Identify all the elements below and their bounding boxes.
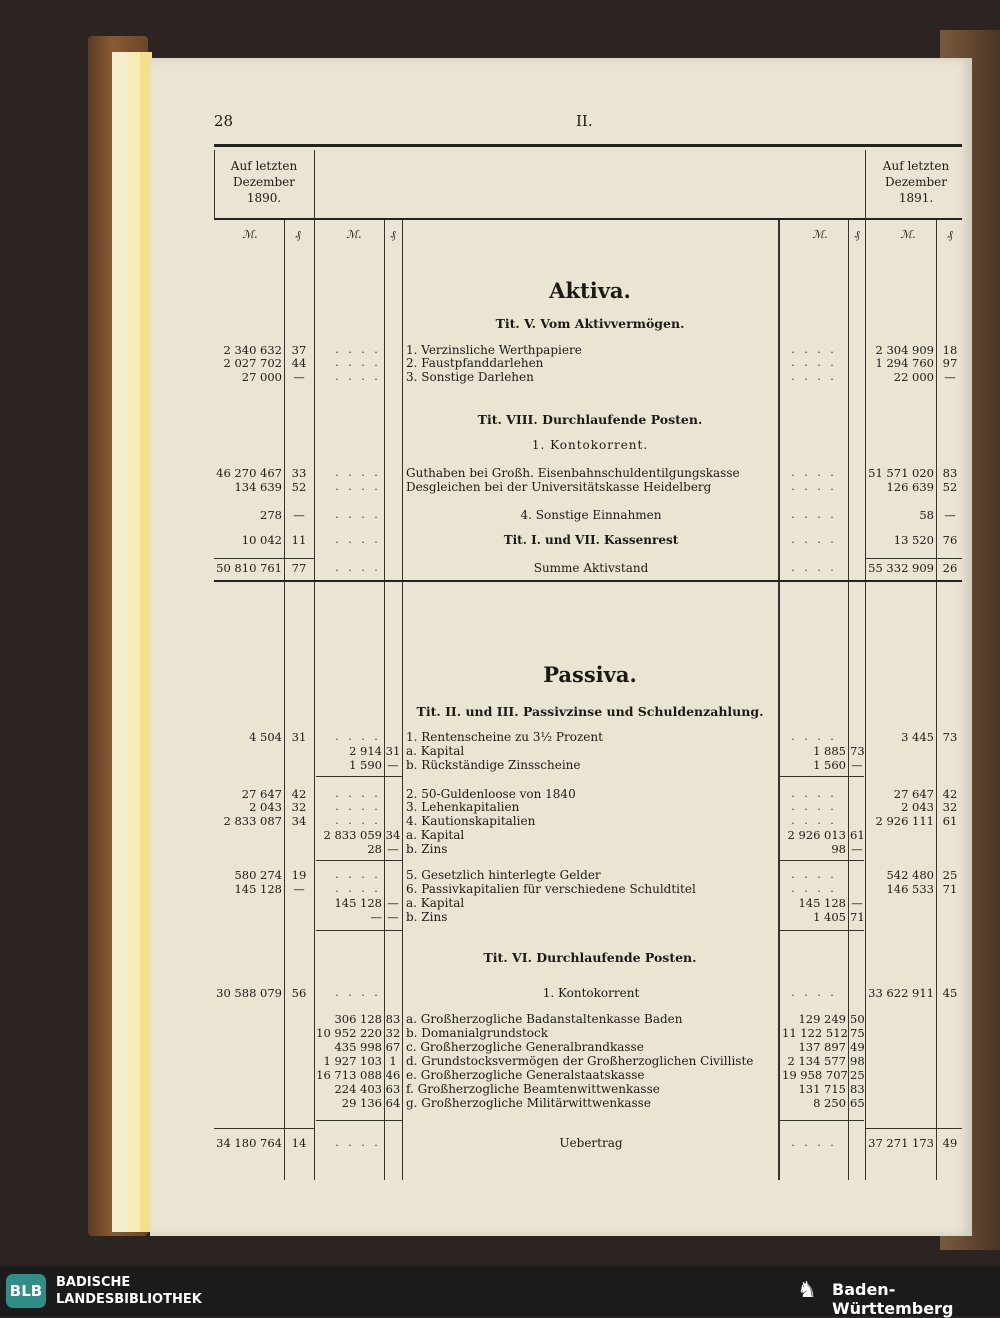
- entry-text: 4. Sonstige Einnahmen: [520, 508, 662, 522]
- entry-text: 5. Gesetzlich hinterlegte Gelder: [406, 868, 601, 882]
- right-sub-amount-mark: 11 122 512: [782, 1026, 848, 1040]
- column-header-rule: [214, 218, 962, 220]
- right-sub-amount-mark: 129 249: [798, 1012, 846, 1026]
- col-line: [778, 220, 780, 1180]
- entry-text: b. Zins: [406, 910, 448, 924]
- right-sub-amount-pf: 50: [850, 1012, 865, 1026]
- right-amount-mark: 542 480: [886, 868, 934, 882]
- right-amount-pf: 61: [942, 814, 958, 828]
- entry-text: e. Großherzogliche Generalstaatskasse: [406, 1068, 645, 1082]
- right-sub-amount-mark: 2 134 577: [787, 1054, 846, 1068]
- left-sub-amount-pf: 64: [385, 1096, 401, 1110]
- left-sub-amount-pf: 1: [389, 1054, 397, 1068]
- left-amount-pf: 33: [291, 466, 307, 480]
- unit-pf-left-sub: ₰: [390, 228, 396, 241]
- right-amount-mark: 126 639: [886, 480, 934, 494]
- sub-rule: [780, 860, 864, 861]
- left-sub-amount-mark: 145 128: [334, 896, 382, 910]
- sub-rule: [780, 776, 864, 777]
- page-number: 28: [214, 112, 234, 130]
- entry-text: Guthaben bei Großh. Eisenbahnschuldentilgungskasse: [406, 466, 740, 480]
- sub-rule: [316, 860, 402, 861]
- left-amount-mark: 4 504: [249, 730, 282, 744]
- right-amount-pf: 25: [942, 868, 958, 882]
- unit-pf-left: ₰: [295, 228, 301, 241]
- footer-bar: [0, 1266, 1000, 1316]
- unit-pf-right: ₰: [947, 228, 953, 241]
- col-line: [865, 150, 866, 1180]
- entry-text: 4. Kautionskapitalien: [406, 814, 536, 828]
- left-amount-pf: 19: [291, 868, 307, 882]
- leader-dots: . . . .: [791, 730, 837, 743]
- left-sub-amount-mark: —: [370, 910, 382, 924]
- right-amount-pf: —: [944, 508, 956, 522]
- leader-dots: . . . .: [335, 356, 381, 369]
- right-sub-amount-mark: 98: [831, 842, 846, 856]
- right-amount-pf: 52: [942, 480, 958, 494]
- entry-text: Desgleichen bei der Universitätskasse Heidelberg: [406, 480, 712, 494]
- left-sub-amount-mark: 16 713 088: [316, 1068, 382, 1082]
- unit-mark-left-sub: ℳ.: [346, 228, 362, 241]
- leader-dots: . . . .: [791, 480, 837, 493]
- passiva-tit6: Tit. VI. Durchlaufende Posten.: [483, 950, 697, 965]
- left-amount-mark: 30 588 079: [216, 986, 282, 1000]
- right-sub-amount-pf: 49: [850, 1040, 865, 1054]
- entry-text: a. Großherzogliche Badanstaltenkasse Baden: [406, 1012, 683, 1026]
- right-amount-pf: 49: [942, 1136, 958, 1150]
- leader-dots: . . . .: [335, 343, 381, 356]
- left-amount-pf: 32: [291, 800, 307, 814]
- left-sub-amount-pf: —: [387, 910, 399, 924]
- left-amount-mark: 50 810 761: [216, 561, 282, 575]
- leader-dots: . . . .: [791, 986, 837, 999]
- right-amount-mark: 2 926 111: [875, 814, 934, 828]
- right-sub-amount-mark: 131 715: [798, 1082, 846, 1096]
- right-amount-mark: 1 294 760: [875, 356, 934, 370]
- left-sub-amount-mark: 1 590: [349, 758, 382, 772]
- left-sub-amount-pf: 63: [385, 1082, 401, 1096]
- right-column-header: Auf letzten Dezember 1891.: [882, 159, 950, 205]
- passiva-title: Passiva.: [543, 662, 637, 687]
- left-amount-pf: 52: [291, 480, 307, 494]
- entry-text: a. Kapital: [406, 828, 465, 842]
- col-line: [402, 220, 403, 1180]
- right-amount-mark: 2 304 909: [875, 343, 934, 357]
- entry-text: 2. 50-Guldenloose von 1840: [406, 787, 576, 801]
- leader-dots: . . . .: [791, 561, 837, 574]
- blb-name-line1: BADISCHE: [56, 1275, 131, 1290]
- leader-dots: . . . .: [791, 787, 837, 800]
- left-column-header: Auf letzten Dezember 1890.: [230, 159, 298, 205]
- left-sub-amount-pf: —: [387, 896, 399, 910]
- sub-rule: [316, 776, 402, 777]
- document-page: [150, 58, 972, 1236]
- entry-text: d. Grundstocksvermögen der Großherzoglichen Civilliste: [406, 1054, 754, 1068]
- left-sub-amount-pf: 67: [385, 1040, 401, 1054]
- entry-text: g. Großherzogliche Militärwittwenkasse: [406, 1096, 651, 1110]
- left-sub-amount-mark: 10 952 220: [316, 1026, 382, 1040]
- left-amount-mark: 10 042: [241, 533, 282, 547]
- right-sub-amount-mark: 2 926 013: [787, 828, 846, 842]
- right-sub-amount-mark: 8 250: [813, 1096, 846, 1110]
- sum-rule-left: [214, 558, 314, 559]
- right-sub-amount-pf: 73: [850, 744, 865, 758]
- leader-dots: . . . .: [791, 814, 837, 827]
- right-amount-mark: 33 622 911: [868, 986, 934, 1000]
- right-sub-amount-pf: —: [851, 842, 863, 856]
- left-sub-amount-pf: 46: [385, 1068, 401, 1082]
- right-amount-pf: 45: [942, 986, 958, 1000]
- right-amount-pf: 18: [942, 343, 958, 357]
- entry-text: Uebertrag: [559, 1136, 623, 1150]
- left-amount-mark: 2 027 702: [223, 356, 282, 370]
- left-amount-mark: 27 000: [241, 370, 282, 384]
- right-sub-amount-mark: 137 897: [798, 1040, 846, 1054]
- left-amount-pf: —: [293, 508, 305, 522]
- left-amount-pf: 44: [291, 356, 307, 370]
- header-rule: [214, 144, 962, 147]
- leader-dots: . . . .: [335, 800, 381, 813]
- leader-dots: . . . .: [791, 868, 837, 881]
- left-amount-pf: 11: [291, 533, 307, 547]
- left-sub-amount-mark: 29 136: [341, 1096, 382, 1110]
- entry-text: 1. Rentenscheine zu 3½ Prozent: [406, 730, 603, 744]
- col-line: [214, 150, 215, 218]
- leader-dots: . . . .: [791, 343, 837, 356]
- right-amount-pf: —: [944, 370, 956, 384]
- leader-dots: . . . .: [335, 480, 381, 493]
- aktiva-tit5: Tit. V. Vom Aktivvermögen.: [495, 316, 685, 331]
- right-sub-amount-mark: 145 128: [798, 896, 846, 910]
- unit-mark-right-sub: ℳ.: [812, 228, 828, 241]
- leader-dots: . . . .: [335, 561, 381, 574]
- left-amount-mark: 34 180 764: [216, 1136, 282, 1150]
- right-amount-mark: 55 332 909: [868, 561, 934, 575]
- aktiva-kontokorrent: 1. Kontokorrent.: [531, 438, 649, 452]
- sub-rule: [780, 1120, 864, 1121]
- left-sub-amount-pf: 34: [385, 828, 401, 842]
- left-amount-mark: 2 043: [249, 800, 282, 814]
- col-line: [314, 150, 315, 1180]
- right-amount-mark: 51 571 020: [868, 466, 934, 480]
- right-sub-amount-pf: 83: [850, 1082, 865, 1096]
- left-sub-amount-mark: 2 914: [349, 744, 382, 758]
- left-amount-mark: 27 647: [241, 787, 282, 801]
- entry-text: 1. Verzinsliche Werthpapiere: [406, 343, 582, 357]
- left-amount-mark: 278: [260, 508, 282, 522]
- left-amount-pf: 34: [291, 814, 307, 828]
- leader-dots: . . . .: [791, 1136, 837, 1149]
- col-line: [284, 220, 285, 1180]
- left-sub-amount-mark: 1 927 103: [323, 1054, 382, 1068]
- aktiva-title: Aktiva.: [549, 278, 631, 303]
- left-amount-pf: 31: [291, 730, 307, 744]
- blb-name[interactable]: [56, 1274, 202, 1308]
- right-amount-mark: 146 533: [886, 882, 934, 896]
- unit-pf-right-sub: ₰: [854, 228, 860, 241]
- left-amount-pf: —: [293, 370, 305, 384]
- sum-rule-right: [866, 558, 962, 559]
- leader-dots: . . . .: [791, 533, 837, 546]
- left-amount-mark: 2 340 632: [223, 343, 282, 357]
- col-line: [936, 220, 937, 1180]
- entry-text: 3. Lehenkapitalien: [406, 800, 520, 814]
- leader-dots: . . . .: [335, 814, 381, 827]
- right-sub-amount-mark: 19 958 707: [782, 1068, 848, 1082]
- left-sub-amount-mark: 306 128: [334, 1012, 382, 1026]
- right-amount-pf: 76: [942, 533, 958, 547]
- right-sub-amount-pf: —: [851, 758, 863, 772]
- left-amount-mark: 2 833 087: [223, 814, 282, 828]
- right-amount-mark: 37 271 173: [868, 1136, 934, 1150]
- aktiva-end-rule: [214, 580, 962, 582]
- right-sub-amount-pf: 25: [850, 1068, 865, 1082]
- right-sub-amount-pf: 98: [850, 1054, 865, 1068]
- right-amount-pf: 26: [942, 561, 958, 575]
- left-sub-amount-pf: —: [387, 842, 399, 856]
- entry-text: b. Zins: [406, 842, 448, 856]
- right-sub-amount-mark: 1 405: [813, 910, 846, 924]
- left-amount-mark: 580 274: [234, 868, 282, 882]
- entry-text: b. Rückständige Zinsscheine: [406, 758, 581, 772]
- right-sub-amount-pf: —: [851, 896, 863, 910]
- right-sub-amount-pf: 75: [850, 1026, 865, 1040]
- entry-text: a. Kapital: [406, 744, 465, 758]
- blb-logo[interactable]: BLB: [6, 1274, 46, 1308]
- left-amount-pf: 37: [291, 343, 307, 357]
- left-amount-mark: 134 639: [234, 480, 282, 494]
- sub-rule: [316, 1120, 402, 1121]
- blb-name-line2: LANDESBIBLIOTHEK: [56, 1292, 202, 1307]
- entry-text: 2. Faustpfanddarlehen: [406, 356, 544, 370]
- right-amount-mark: 3 445: [901, 730, 934, 744]
- entry-text: b. Domanialgrundstock: [406, 1026, 549, 1040]
- entry-text: 1. Kontokorrent: [542, 986, 640, 1000]
- right-amount-mark: 2 043: [901, 800, 934, 814]
- leader-dots: . . . .: [335, 533, 381, 546]
- left-sub-amount-pf: 31: [385, 744, 401, 758]
- right-sub-amount-pf: 71: [850, 910, 865, 924]
- left-amount-pf: 42: [291, 787, 307, 801]
- left-amount-pf: 56: [291, 986, 307, 1000]
- right-amount-pf: 83: [942, 466, 958, 480]
- right-amount-pf: 97: [942, 356, 958, 370]
- entry-text: a. Kapital: [406, 896, 465, 910]
- left-sub-amount-pf: 32: [385, 1026, 401, 1040]
- unit-mark-right: ℳ.: [900, 228, 916, 241]
- leader-dots: . . . .: [335, 882, 381, 895]
- leader-dots: . . . .: [335, 986, 381, 999]
- passiva-tit23: Tit. II. und III. Passivzinse und Schuldenzahlung.: [416, 704, 764, 719]
- right-amount-pf: 73: [942, 730, 958, 744]
- leader-dots: . . . .: [335, 508, 381, 521]
- right-amount-mark: 58: [919, 508, 934, 522]
- left-amount-pf: —: [293, 882, 305, 896]
- unit-mark-left: ℳ.: [242, 228, 258, 241]
- sub-rule: [316, 930, 402, 931]
- baden-wuerttemberg-label[interactable]: Baden-Württemberg: [832, 1280, 954, 1318]
- entry-text: f. Großherzogliche Beamtenwittwenkasse: [406, 1082, 660, 1096]
- uebertrag-rule-right: [866, 1128, 962, 1129]
- left-amount-pf: 14: [291, 1136, 307, 1150]
- entry-text: 3. Sonstige Darlehen: [406, 370, 534, 384]
- entry-text: Summe Aktivstand: [533, 561, 649, 575]
- right-sub-amount-mark: 1 885: [813, 744, 846, 758]
- leader-dots: . . . .: [335, 868, 381, 881]
- uebertrag-rule-left: [214, 1128, 314, 1129]
- right-sub-amount-pf: 61: [850, 828, 865, 842]
- left-sub-amount-mark: 2 833 059: [323, 828, 382, 842]
- col-line: [848, 220, 849, 1180]
- aktiva-tit8: Tit. VIII. Durchlaufende Posten.: [477, 412, 703, 427]
- left-sub-amount-mark: 435 998: [334, 1040, 382, 1054]
- left-sub-amount-mark: 224 403: [334, 1082, 382, 1096]
- leader-dots: . . . .: [335, 1136, 381, 1149]
- left-amount-pf: 77: [291, 561, 307, 575]
- leader-dots: . . . .: [335, 370, 381, 383]
- right-sub-amount-pf: 65: [850, 1096, 865, 1110]
- right-amount-mark: 27 647: [893, 787, 934, 801]
- left-amount-mark: 46 270 467: [216, 466, 282, 480]
- right-amount-mark: 22 000: [893, 370, 934, 384]
- lions-coat-of-arms-icon: ♞: [797, 1278, 817, 1303]
- leader-dots: . . . .: [335, 787, 381, 800]
- left-amount-mark: 145 128: [234, 882, 282, 896]
- leader-dots: . . . .: [791, 356, 837, 369]
- leader-dots: . . . .: [335, 730, 381, 743]
- sub-rule: [780, 930, 864, 931]
- left-sub-amount-pf: —: [387, 758, 399, 772]
- leader-dots: . . . .: [791, 466, 837, 479]
- right-amount-mark: 13 520: [893, 533, 934, 547]
- leader-dots: . . . .: [791, 508, 837, 521]
- leader-dots: . . . .: [791, 882, 837, 895]
- entry-text: 6. Passivkapitalien für verschiedene Schuldtitel: [406, 882, 696, 896]
- leader-dots: . . . .: [335, 466, 381, 479]
- leader-dots: . . . .: [791, 370, 837, 383]
- entry-text: c. Großherzogliche Generalbrandkasse: [406, 1040, 644, 1054]
- entry-text: Tit. I. und VII. Kassenrest: [503, 533, 679, 547]
- chapter-number: II.: [576, 112, 593, 130]
- right-amount-pf: 71: [942, 882, 958, 896]
- right-sub-amount-mark: 1 560: [813, 758, 846, 772]
- left-sub-amount-pf: 83: [385, 1012, 401, 1026]
- left-sub-amount-mark: 28: [367, 842, 382, 856]
- right-amount-pf: 42: [942, 787, 958, 801]
- right-amount-pf: 32: [942, 800, 958, 814]
- leader-dots: . . . .: [791, 800, 837, 813]
